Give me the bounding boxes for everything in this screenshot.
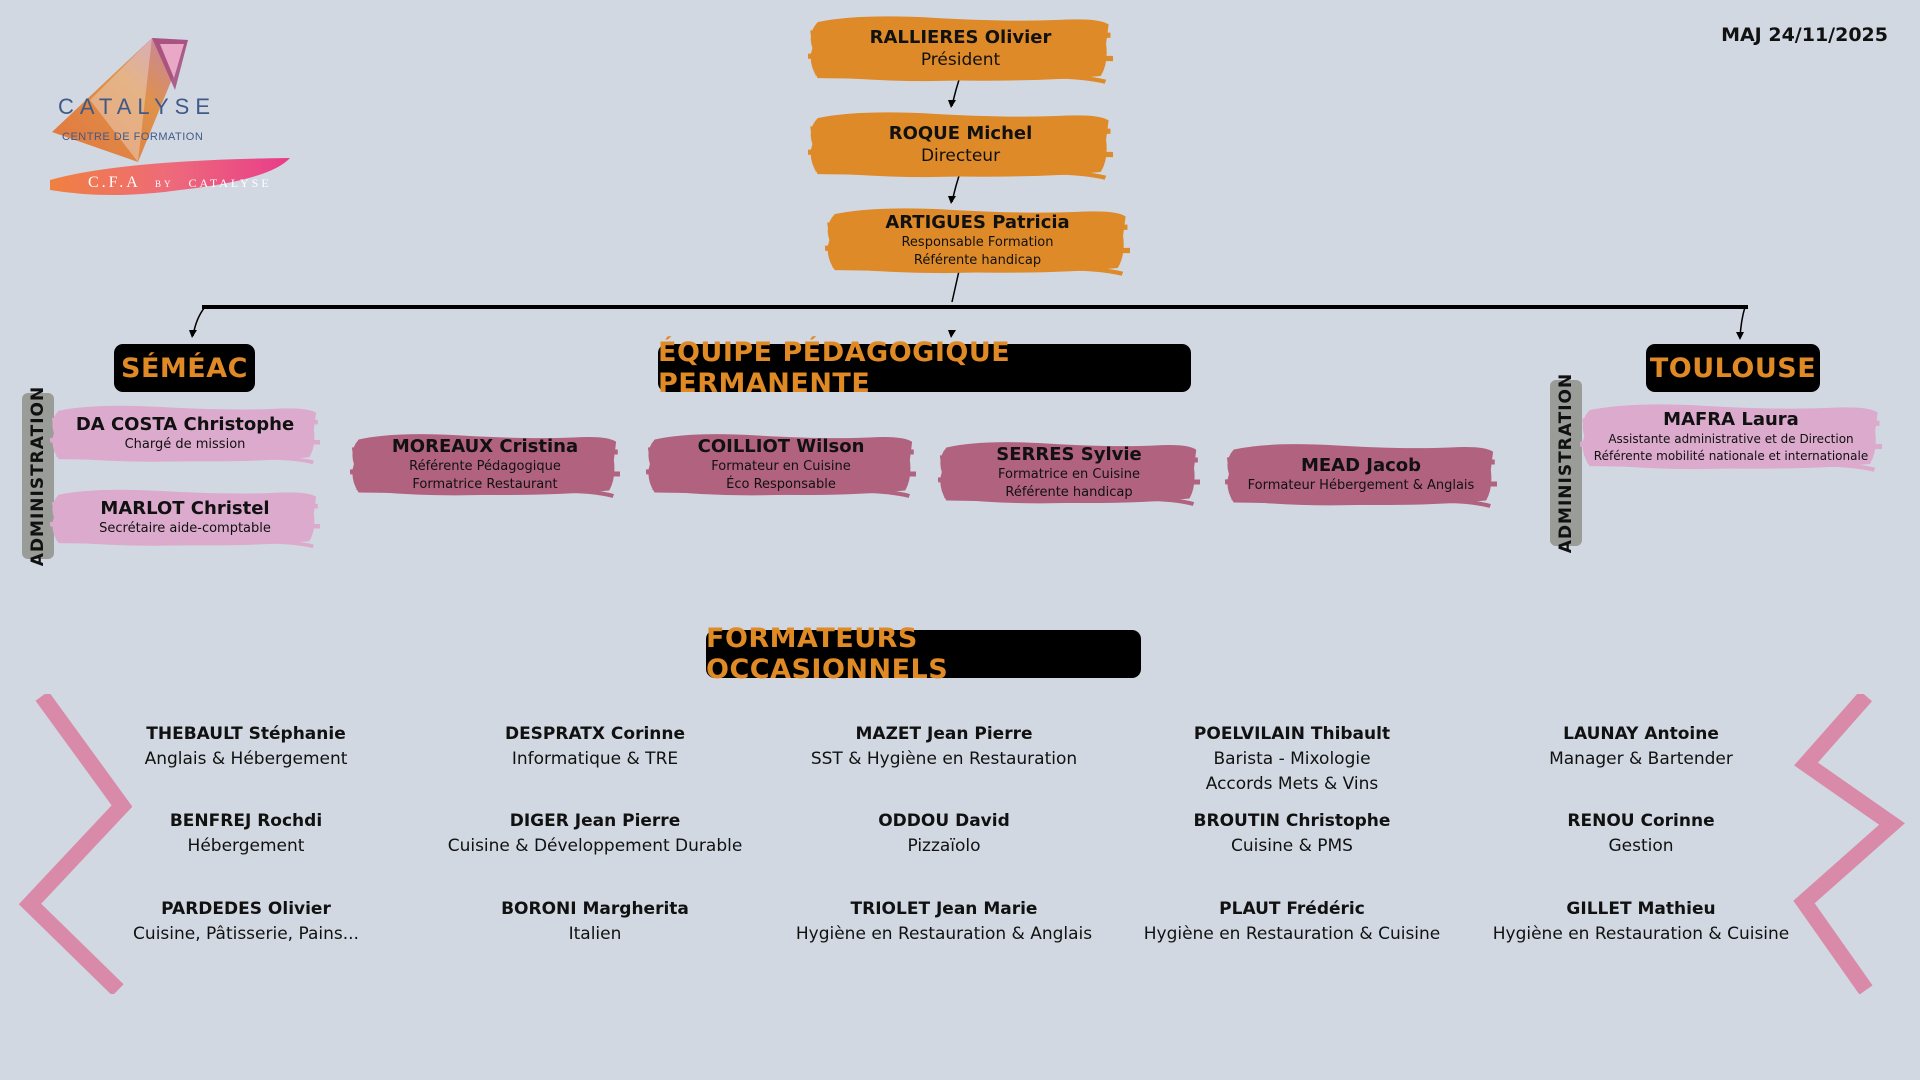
trainer-name: BORONI Margherita <box>501 899 689 919</box>
trainer-name: BROUTIN Christophe <box>1193 811 1391 831</box>
trainer-specialty: Cuisine & Développement Durable <box>447 836 743 856</box>
tab-administration-semeac-label: ADMINISTRATION <box>28 385 48 567</box>
trainer-name: TRIOLET Jean Marie <box>850 899 1038 919</box>
logo-cfa-brand: CATALYSE <box>188 176 272 190</box>
card-marlot <box>50 486 320 550</box>
trainer-specialty: SST & Hygiène en Restauration <box>810 749 1078 769</box>
responsable-role2: Référente handicap <box>913 253 1042 268</box>
card-serres <box>938 438 1200 508</box>
logo-brand: CATALYSE <box>58 94 217 119</box>
occasional-trainer <box>81 809 411 859</box>
trainer-name: MAZET Jean Pierre <box>855 724 1033 744</box>
occasional-trainer <box>430 809 760 859</box>
trainer-specialty: Italien <box>568 924 622 944</box>
chevron-right-icon <box>1790 694 1910 994</box>
mafra-name: MAFRA Laura <box>1663 409 1799 430</box>
card-responsable-formation <box>825 204 1130 278</box>
card-mead <box>1225 440 1497 510</box>
mead-name: MEAD Jacob <box>1300 455 1422 476</box>
marlot-name: MARLOT Christel <box>100 498 270 519</box>
directeur-role: Directeur <box>920 146 1001 166</box>
occasional-trainer <box>779 722 1109 772</box>
president-name: RALLIERES Olivier <box>869 27 1052 48</box>
trainer-specialty: Hygiène en Restauration & Anglais <box>795 924 1093 944</box>
occasional-trainer <box>779 809 1109 859</box>
trainer-name: ODDOU David <box>878 811 1010 831</box>
card-moreaux <box>350 430 620 500</box>
serres-role: Formatrice en Cuisine <box>998 467 1140 482</box>
trainer-name: PLAUT Frédéric <box>1219 899 1365 919</box>
occasional-trainer <box>81 897 411 947</box>
trainer-specialty: Pizzaïolo <box>907 836 981 856</box>
coilliot-role2: Éco Responsable <box>726 477 836 492</box>
president-role: Président <box>920 50 1001 70</box>
da-costa-name: DA COSTA Christophe <box>75 414 295 435</box>
responsable-name: ARTIGUES Patricia <box>885 212 1070 233</box>
trainer-name: PARDEDES Olivier <box>161 899 331 919</box>
trainer-name: BENFREJ Rochdi <box>169 811 323 831</box>
card-mafra <box>1580 400 1882 474</box>
moreaux-name: MOREAUX Cristina <box>391 436 579 457</box>
trainer-specialty: Cuisine, Pâtisserie, Pains... <box>133 924 359 944</box>
da-costa-role: Chargé de mission <box>124 437 246 452</box>
occasional-trainer <box>430 897 760 947</box>
logo-cfa-text: C.F.A <box>88 174 140 191</box>
logo-subtitle: CENTRE DE FORMATION <box>62 131 204 143</box>
card-directeur <box>808 108 1113 182</box>
occasional-trainer <box>1476 897 1806 947</box>
header-equipe-permanente: ÉQUIPE PÉDAGOGIQUE PERMANENTE <box>658 344 1191 392</box>
trainer-specialty: Hébergement <box>187 836 305 856</box>
occasional-trainer <box>1127 722 1457 797</box>
trainer-specialty: Cuisine & PMS <box>1231 836 1353 856</box>
serres-role2: Référente handicap <box>1005 485 1133 500</box>
tab-administration-toulouse-label: ADMINISTRATION <box>1556 372 1576 554</box>
trainer-name: POELVILAIN Thibault <box>1193 724 1391 744</box>
header-semeac: SÉMÉAC <box>114 344 255 392</box>
tab-administration-toulouse <box>1550 372 1582 554</box>
coilliot-role: Formateur en Cuisine <box>711 459 851 474</box>
trainer-name: DIGER Jean Pierre <box>509 811 681 831</box>
occasional-trainer <box>1476 809 1806 859</box>
directeur-name: ROQUE Michel <box>888 123 1033 144</box>
occasional-trainer <box>1127 809 1457 859</box>
card-da-costa <box>50 402 320 466</box>
card-president <box>808 12 1113 86</box>
header-formateurs-occasionnels: FORMATEURS OCCASIONNELS <box>706 630 1141 678</box>
coilliot-name: COILLIOT Wilson <box>697 436 865 457</box>
trainer-specialty: Hygiène en Restauration & Cuisine <box>1143 924 1441 944</box>
mafra-role: Assistante administrative et de Direction <box>1608 432 1854 446</box>
trainer-specialty: Barista - Mixologie <box>1213 749 1371 769</box>
trainer-name: THEBAULT Stéphanie <box>146 724 346 744</box>
occasional-trainer <box>81 722 411 772</box>
trainer-specialty: Anglais & Hébergement <box>144 749 348 769</box>
trainer-specialty: Informatique & TRE <box>511 749 679 769</box>
card-coilliot <box>646 430 916 500</box>
trainer-name: DESPRATX Corinne <box>504 724 686 744</box>
trainer-specialty: Gestion <box>1608 836 1674 856</box>
occasional-trainer <box>779 897 1109 947</box>
trainer-name: GILLET Mathieu <box>1566 899 1716 919</box>
trainer-specialty: Hygiène en Restauration & Cuisine <box>1492 924 1790 944</box>
trainer-name: RENOU Corinne <box>1567 811 1715 831</box>
occasional-trainer <box>1476 722 1806 772</box>
logo-cfa-by: BY <box>154 179 174 189</box>
occasional-trainer <box>430 722 760 772</box>
marlot-role: Secrétaire aide-comptable <box>99 521 271 536</box>
responsable-role: Responsable Formation <box>901 235 1054 250</box>
update-date: MAJ 24/11/2025 <box>1721 24 1888 46</box>
occasional-trainer <box>1127 897 1457 947</box>
trainer-specialty-2: Accords Mets & Vins <box>1205 774 1379 794</box>
mafra-role2: Référente mobilité nationale et internationale <box>1593 449 1869 463</box>
moreaux-role: Référente Pédagogique <box>409 459 561 474</box>
header-toulouse: TOULOUSE <box>1646 344 1820 392</box>
mead-role: Formateur Hébergement & Anglais <box>1247 478 1475 493</box>
serres-name: SERRES Sylvie <box>996 444 1142 465</box>
trainer-name: LAUNAY Antoine <box>1563 724 1719 744</box>
trainer-specialty: Manager & Bartender <box>1549 749 1733 769</box>
moreaux-role2: Formatrice Restaurant <box>412 477 558 492</box>
